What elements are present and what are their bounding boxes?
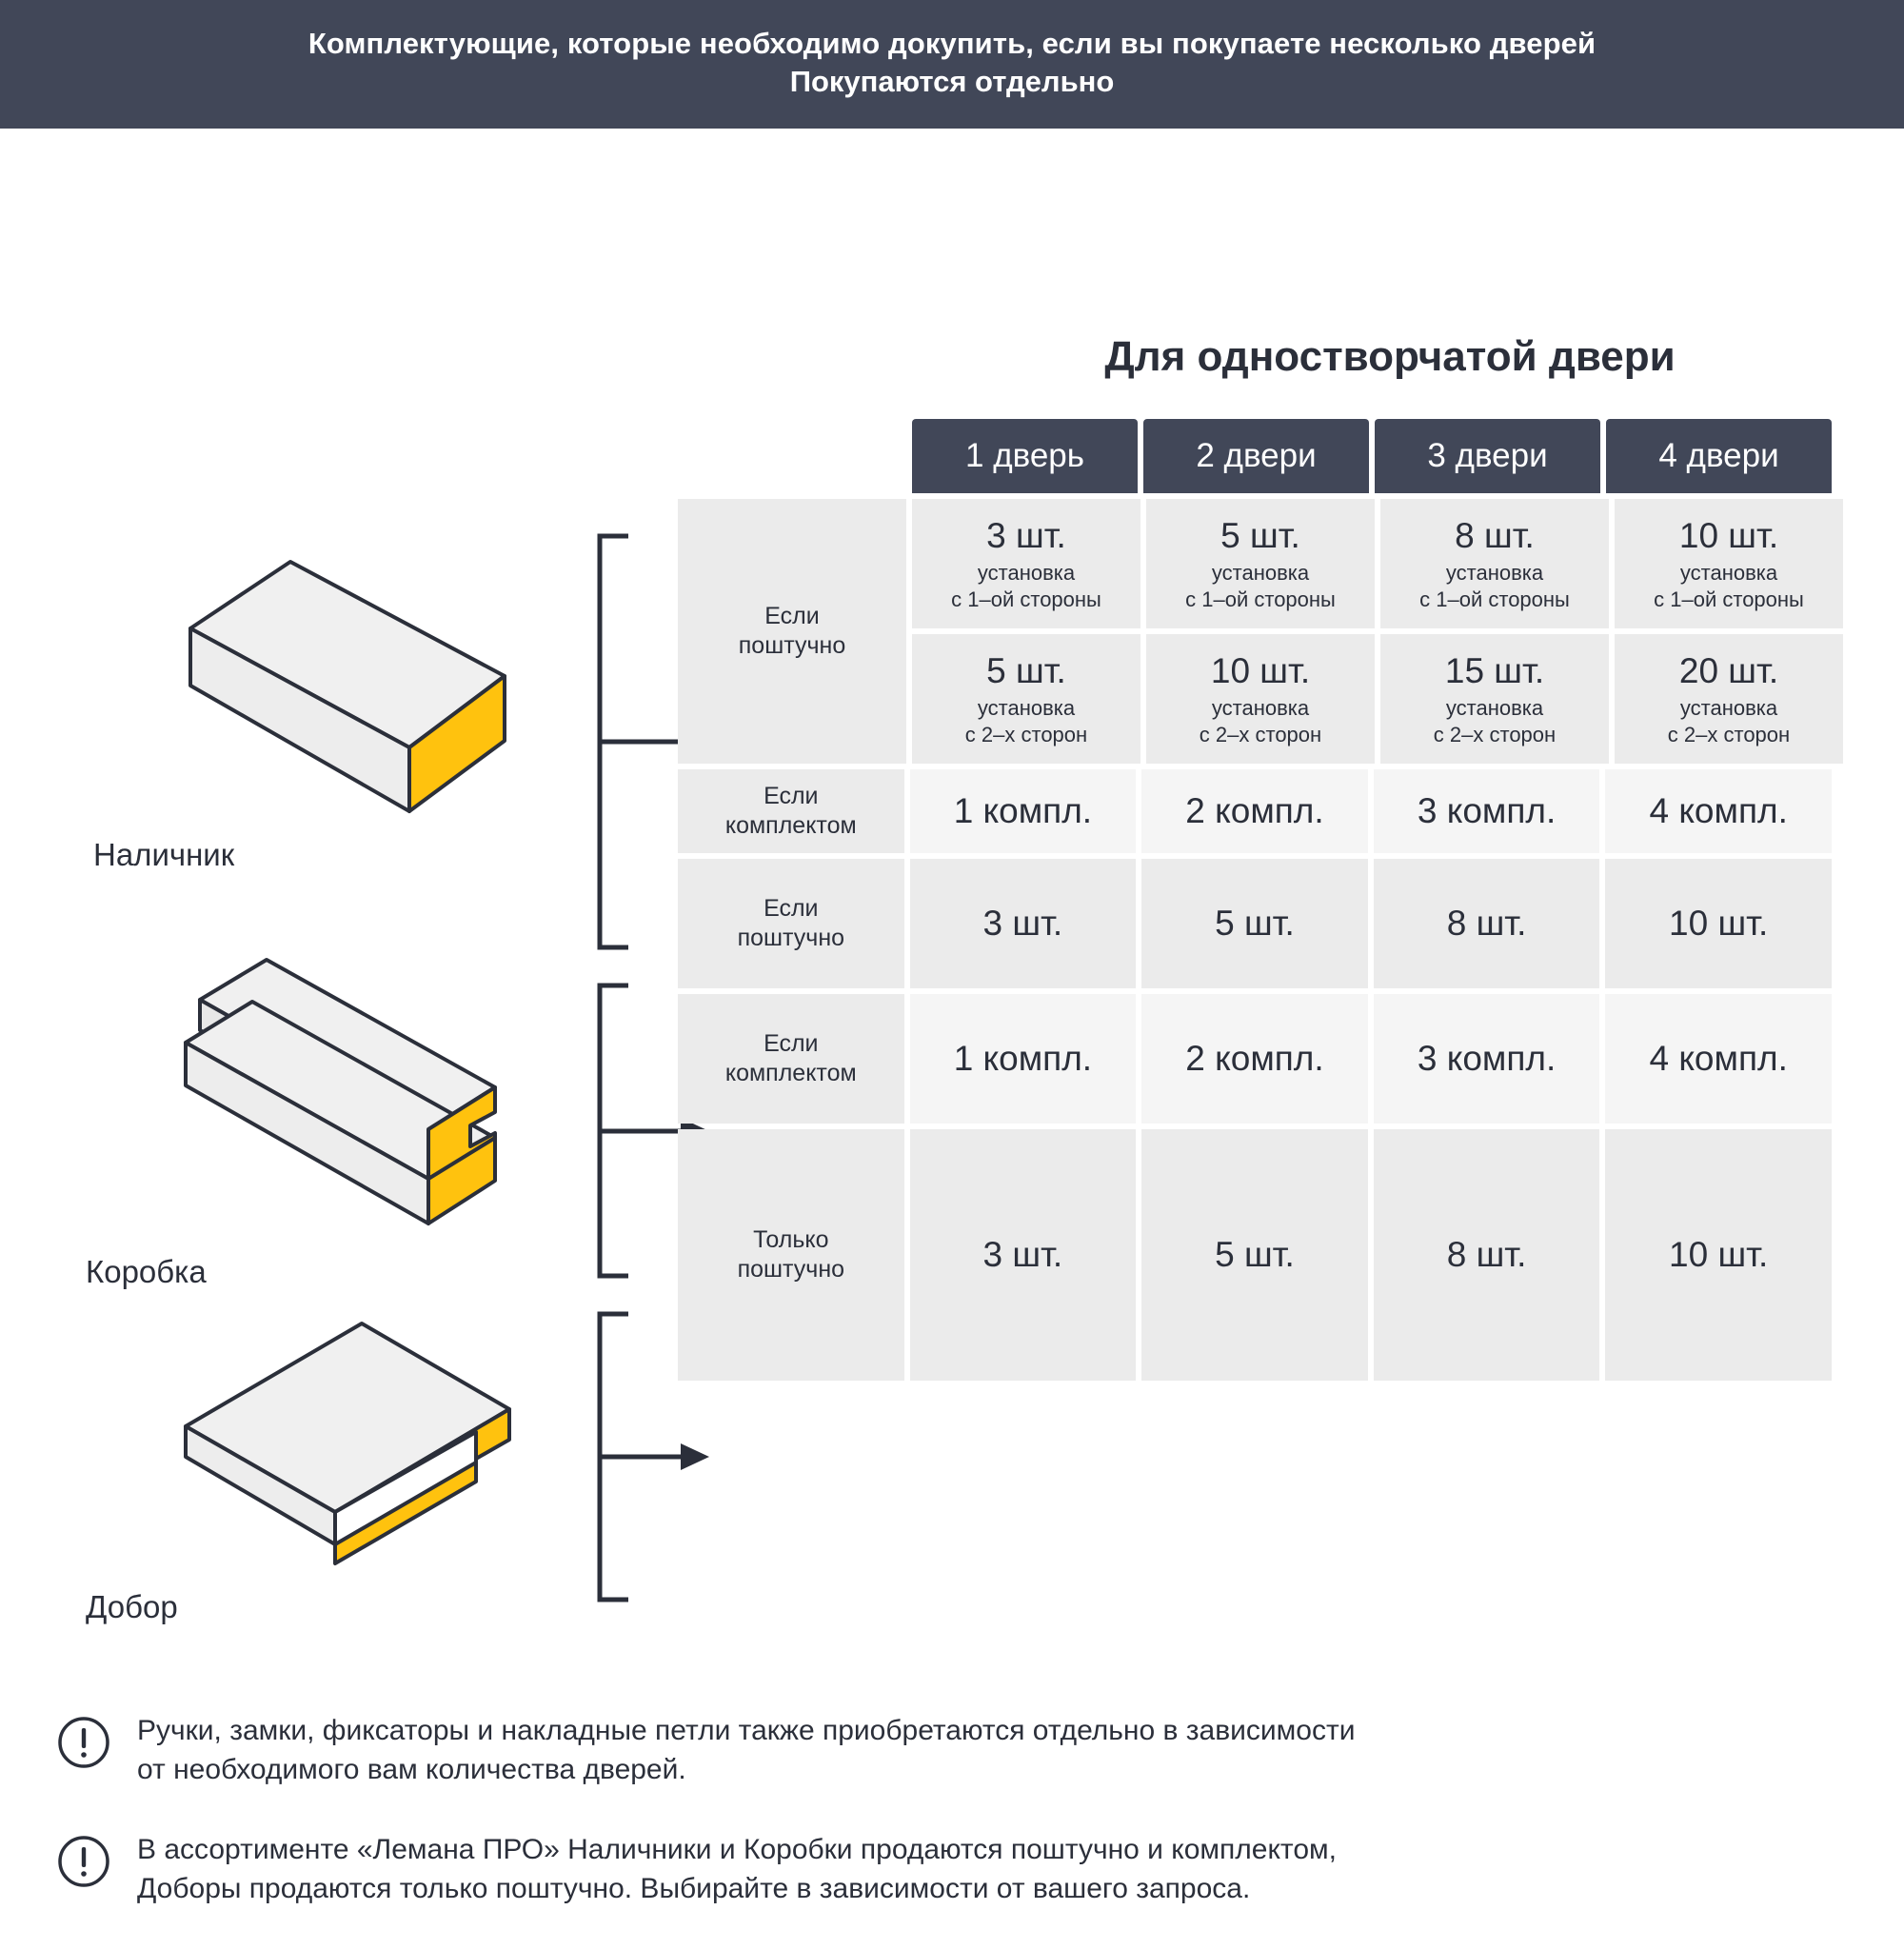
- row-label-line-2: комплектом: [724, 1060, 857, 1087]
- cell-dobor-piece-3doors: [1374, 1129, 1600, 1381]
- cell-nalichnik-piece-2side-4doors: [1615, 634, 1843, 764]
- korobka-illustration: [86, 943, 524, 1266]
- dobor-illustration: [86, 1314, 524, 1600]
- cell-value: 5 шт.: [986, 650, 1066, 690]
- cell-value: 3 шт.: [982, 904, 1063, 944]
- row-label-korobka-piece: [678, 859, 904, 988]
- row-label-line-2: поштучно: [737, 1256, 845, 1283]
- cell-value: 3 шт.: [986, 515, 1066, 555]
- column-header-4-doors: 4 двери: [1606, 419, 1832, 493]
- cell-value: 4 компл.: [1649, 791, 1788, 831]
- product-dobor-label: Добор: [86, 1589, 178, 1625]
- row-label-line-2: поштучно: [738, 632, 846, 660]
- cell-nalichnik-piece-1side-1door: [912, 499, 1140, 628]
- cell-note-line-1: установка: [1679, 696, 1778, 721]
- main-content: [0, 129, 1904, 1904]
- table-row: [678, 769, 1832, 853]
- row-label-line-1: Если: [764, 783, 819, 810]
- column-header-1-door: 1 дверь: [912, 419, 1138, 493]
- table-row: [678, 859, 1832, 988]
- cell-value: 10 шт.: [1678, 515, 1779, 555]
- row-label-dobor-piece: [678, 1129, 904, 1381]
- cell-value: 20 шт.: [1678, 650, 1779, 690]
- cell-nalichnik-set-1door: [910, 769, 1137, 853]
- cell-note-line-2: с 2–х сторон: [964, 722, 1088, 746]
- cell-nalichnik-set-3doors: [1374, 769, 1600, 853]
- cell-note-line-2: с 1–ой стороны: [1654, 587, 1804, 611]
- cell-value: 3 шт.: [982, 1235, 1063, 1275]
- column-header-2-doors: 2 двери: [1143, 419, 1369, 493]
- footer-notes: [57, 1712, 1866, 1950]
- cell-note-line-1: установка: [977, 696, 1076, 721]
- cell-korobka-piece-1door: [910, 859, 1137, 988]
- row-label-line-2: комплектом: [724, 812, 857, 840]
- cell-korobka-set-4doors: [1605, 994, 1832, 1124]
- exclamation-circle-icon: [57, 1716, 110, 1769]
- cell-nalichnik-piece-1side-4doors: [1615, 499, 1843, 628]
- cell-nalichnik-set-4doors: [1605, 769, 1832, 853]
- table-row: [912, 634, 1843, 764]
- exclamation-circle-icon: [57, 1835, 110, 1888]
- section-title: Для одностворчатой двери: [1104, 333, 1676, 381]
- header-title-line-2: Покупаются отдельно: [789, 64, 1115, 98]
- cell-value: 5 шт.: [1215, 904, 1295, 944]
- cell-korobka-set-3doors: [1374, 994, 1600, 1124]
- note-line-2: Доборы продаются только поштучно. Выбирайте в зависимости от вашего запроса.: [137, 1872, 1251, 1904]
- cell-korobka-set-2doors: [1141, 994, 1368, 1124]
- cell-note-line-1: установка: [1679, 561, 1778, 586]
- requirements-table: [678, 419, 1832, 1381]
- note-text: [137, 1831, 1337, 1908]
- cell-note-line-2: с 1–ой стороны: [1185, 587, 1336, 611]
- cell-note-line-1: установка: [1445, 561, 1544, 586]
- cell-nalichnik-set-2doors: [1141, 769, 1368, 853]
- cell-value: 15 шт.: [1444, 650, 1545, 690]
- note-line-1: Ручки, замки, фиксаторы и накладные петли также приобретаются отдельно в зависимости: [137, 1715, 1356, 1747]
- cell-value: 10 шт.: [1669, 1235, 1769, 1275]
- row-label-korobka-set: [678, 994, 904, 1124]
- cell-value: 10 шт.: [1669, 904, 1769, 944]
- cell-dobor-piece-1door: [910, 1129, 1137, 1381]
- cell-dobor-piece-4doors: [1605, 1129, 1832, 1381]
- cell-korobka-piece-3doors: [1374, 859, 1600, 988]
- product-dobor: [86, 1314, 524, 1625]
- cell-korobka-set-1door: [910, 994, 1137, 1124]
- product-korobka-label: Коробка: [86, 1254, 207, 1290]
- note-item: [57, 1831, 1866, 1908]
- cell-value: 8 шт.: [1455, 515, 1535, 555]
- cell-note-line-1: установка: [1445, 696, 1544, 721]
- row-label-line-1: Если: [764, 603, 820, 630]
- cell-nalichnik-piece-2side-3doors: [1380, 634, 1609, 764]
- cell-nalichnik-piece-2side-2doors: [1146, 634, 1375, 764]
- page-header: [0, 0, 1904, 129]
- cell-value: 3 компл.: [1417, 791, 1557, 831]
- cell-note-line-2: с 2–х сторон: [1199, 722, 1322, 746]
- row-label-line-1: Если: [764, 895, 819, 923]
- row-label-line-1: Только: [753, 1226, 829, 1254]
- cell-value: 8 шт.: [1446, 904, 1527, 944]
- cell-value: 1 компл.: [953, 791, 1093, 831]
- cell-value: 10 шт.: [1210, 650, 1311, 690]
- note-line-1: В ассортименте «Лемана ПРО» Наличники и Коробки продаются поштучно и комплектом,: [137, 1834, 1337, 1866]
- cell-note-line-2: с 2–х сторон: [1667, 722, 1791, 746]
- cell-dobor-piece-2doors: [1141, 1129, 1368, 1381]
- note-line-2: от необходимого вам количества дверей.: [137, 1753, 686, 1785]
- product-nalichnik: [86, 533, 514, 873]
- row-label-nalichnik-piece: [678, 499, 906, 764]
- table-row: [678, 1129, 1832, 1381]
- cell-value: 5 шт.: [1220, 515, 1300, 555]
- cell-note-line-2: с 1–ой стороны: [1419, 587, 1570, 611]
- row-label-nalichnik-set: [678, 769, 904, 853]
- cell-value: 1 компл.: [953, 1039, 1093, 1079]
- table-row: [912, 499, 1843, 628]
- cell-note-line-2: с 1–ой стороны: [951, 587, 1101, 611]
- product-korobka: [86, 943, 524, 1290]
- table-row: [678, 994, 1832, 1124]
- note-text: [137, 1712, 1355, 1789]
- header-title-line-1: Комплектующие, которые необходимо докупить, если вы покупаете несколько дверей: [307, 27, 1597, 60]
- cell-note-line-1: установка: [1211, 561, 1310, 586]
- row-label-line-1: Если: [764, 1030, 819, 1058]
- cell-korobka-piece-4doors: [1605, 859, 1832, 988]
- cell-value: 3 компл.: [1417, 1039, 1557, 1079]
- row-label-line-2: поштучно: [737, 925, 845, 952]
- nalichnik-illustration: [86, 533, 514, 857]
- cell-nalichnik-piece-2side-1door: [912, 634, 1140, 764]
- cell-value: 4 компл.: [1649, 1039, 1788, 1079]
- table-header-row: [912, 419, 1832, 493]
- column-header-3-doors: 3 двери: [1375, 419, 1600, 493]
- cell-value: 2 компл.: [1185, 1039, 1324, 1079]
- cell-note-line-1: установка: [1211, 696, 1310, 721]
- cell-value: 2 компл.: [1185, 791, 1324, 831]
- table-block-nalichnik-piece: [678, 499, 1832, 764]
- cell-nalichnik-piece-1side-2doors: [1146, 499, 1375, 628]
- note-item: [57, 1712, 1866, 1789]
- cell-korobka-piece-2doors: [1141, 859, 1368, 988]
- cell-note-line-1: установка: [977, 561, 1076, 586]
- cell-value: 5 шт.: [1215, 1235, 1295, 1275]
- cell-note-line-2: с 2–х сторон: [1433, 722, 1557, 746]
- product-nalichnik-label: Наличник: [93, 837, 235, 873]
- cell-value: 8 шт.: [1446, 1235, 1527, 1275]
- cell-nalichnik-piece-1side-3doors: [1380, 499, 1609, 628]
